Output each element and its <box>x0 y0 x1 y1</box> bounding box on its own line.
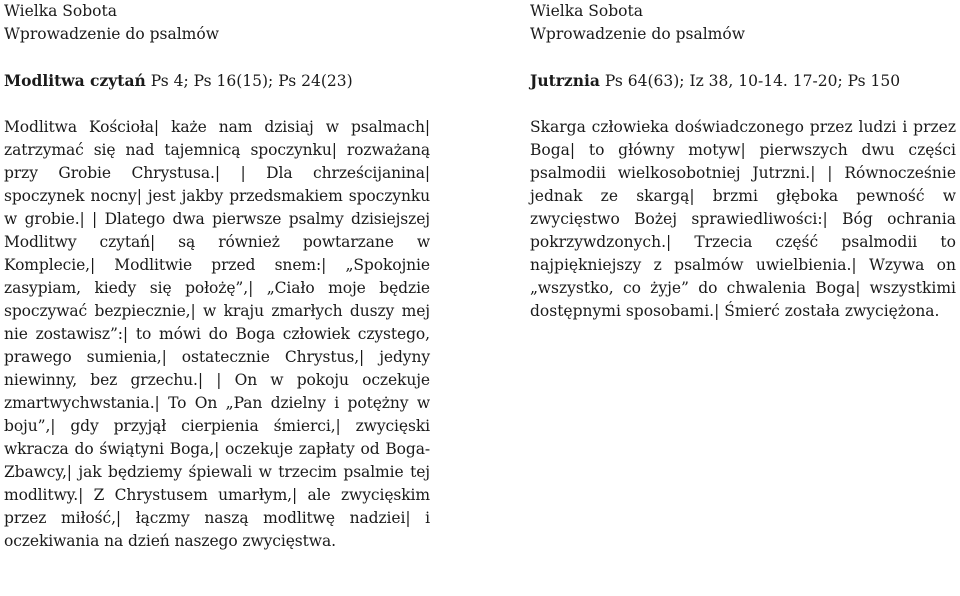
left-body-text: Modlitwa Kościoła| każe nam dzisiaj w psalmach| zatrzymać się nad tajemnicą spoczynku| rozważaną przy Grobie Chrystusa.| | Dla chrześcijanina| spoczynek nocny| jest jakby przedsmakiem spoczynku w grobie.| | Dlatego dwa pierwsze psalmy dzisiejszej Modlitwy czytań| są również powtarzane w Komplecie,| Modlitwie przed snem:| „Spokojnie zasypiam, kiedy się położę”,| „Ciało moje będzie spoczywać bezpiecznie,| w kraju zmarłych duszy mej nie zostawisz”:| to mówi do Boga człowiek czystego, prawego sumienia,| ostatecznie Chrystus,| jedyny niewinny, bez grzechu.| | On w pokoju oczekuje zmartwychwstania.| To On „Pan dzielny i potężny w boju”,| gdy przyjął cierpienia śmierci,| zwycięski wkracza do świątyni Boga,| oczekuje zapłaty od Boga-Zbawcy,| jak będziemy śpiewali w trzecim psalmie tej modlitwy.| Z Chrystusem umarłym,| ale zwycięskim przez miłość,| łączmy naszą modlitwę nadziei| i oczekiwania na dzień naszego zwycięstwa. <box>4 118 430 550</box>
left-header-day: Wielka Sobota <box>4 2 117 20</box>
right-heading-psalms: Ps 64(63); Iz 38, 10-14. 17-20; Ps 150 <box>599 72 901 90</box>
left-heading-title: Modlitwa czytań <box>4 71 146 90</box>
left-header-subtitle: Wprowadzenie do psalmów <box>4 25 219 43</box>
right-column <box>530 0 956 323</box>
left-column <box>4 0 430 553</box>
right-header-day: Wielka Sobota <box>530 2 643 20</box>
right-body-text: Skarga człowieka doświadczonego przez ludzi i przez Boga| to główny motyw| pierwszych dwu części psalmodii wielkosobotniej Jutrzni.| | Równocześnie jednak ze skargą| brzmi głęboka pewność w zwycięstwo Bożej sprawiedliwości:| Bóg ochrania pokrzywdzonych.| Trzecia część psalmodii to najpiękniejszy z psalmów uwielbienia.| Wzywa on „wszystko, co żyje” do chwalenia Boga| wszystkimi dostępnymi sposobami.| Śmierć została zwyciężona. <box>530 118 956 320</box>
right-section-heading <box>530 69 956 93</box>
left-section-heading <box>4 69 430 93</box>
right-heading-title: Jutrznia <box>530 71 600 90</box>
left-heading-psalms: Ps 4; Ps 16(15); Ps 24(23) <box>145 72 353 90</box>
right-header-subtitle: Wprowadzenie do psalmów <box>530 25 745 43</box>
